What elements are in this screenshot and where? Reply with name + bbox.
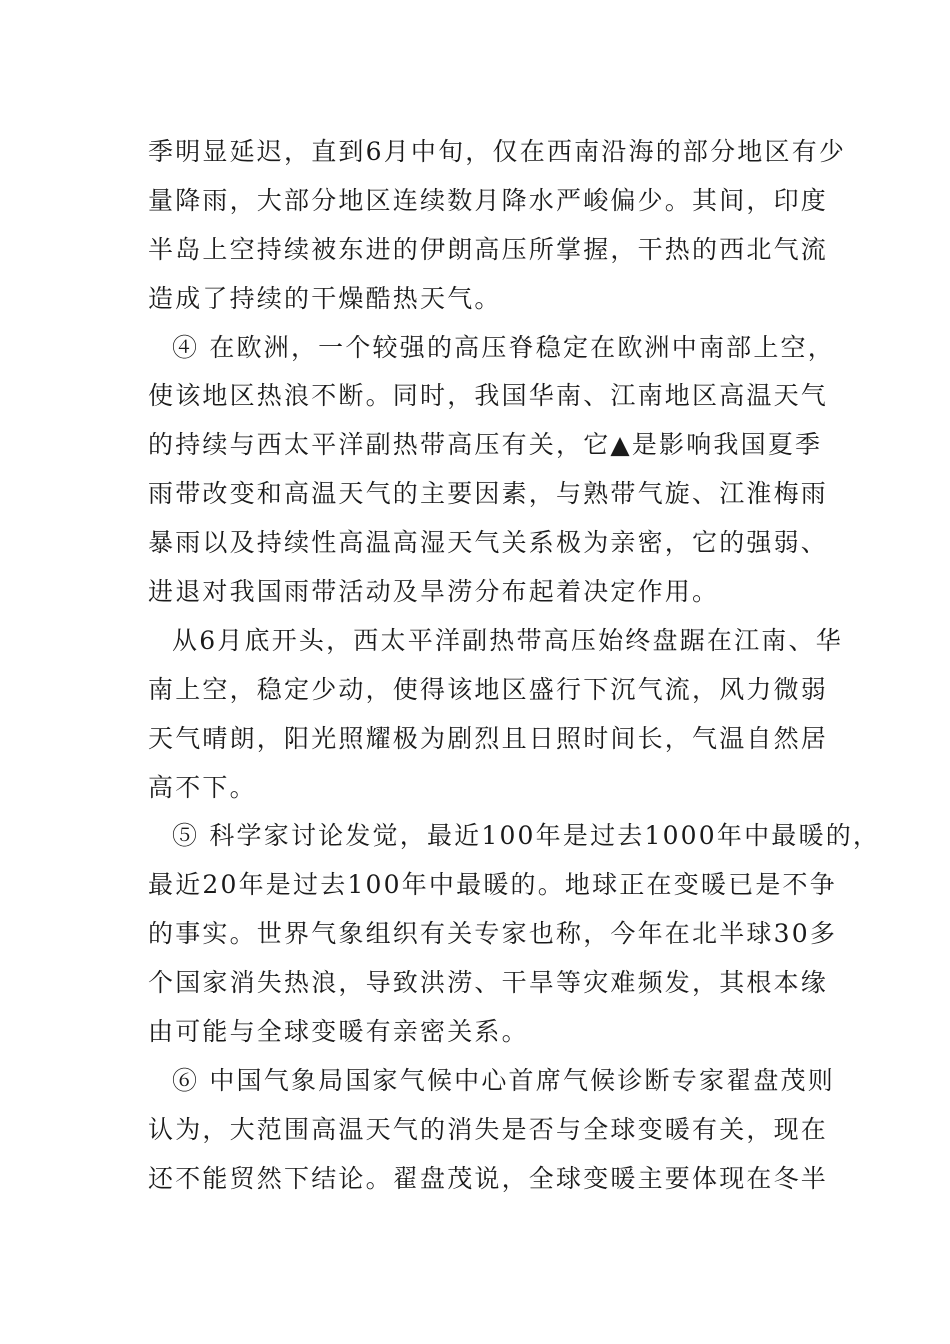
paragraph-start-line: ④ 在欧洲，一个较强的高压脊稳定在欧洲中南部上空， xyxy=(172,332,835,362)
text-line: 雨带改变和高温天气的主要因素，与熟带气旋、江淮梅雨 xyxy=(148,479,829,509)
text-line: 使该地区热浪不断。同时，我国华南、江南地区高温天气 xyxy=(148,381,829,411)
article-body xyxy=(148,128,881,1204)
paragraph-start-line: ⑥ 中国气象局国家气候中心首席气候诊断专家翟盘茂则 xyxy=(172,1065,835,1095)
text-line: 进退对我国雨带活动及旱涝分布起着决定作用。 xyxy=(148,577,720,607)
text-line: 季明显延迟，直到6月中旬，仅在西南沿海的部分地区有少 xyxy=(148,137,847,166)
text-line: 还不能贸然下结论。翟盘茂说，全球变暖主要体现在冬半 xyxy=(148,1163,829,1193)
text-line: 高不下。 xyxy=(148,772,257,802)
text-line: 量降雨，大部分地区连续数月降水严峻偏少。其间，印度 xyxy=(148,185,829,215)
text-line: 半岛上空持续被东进的伊朗高压所掌握，干热的西北气流 xyxy=(148,234,829,264)
text-line: 个国家消失热浪，导致洪涝、干旱等灾难频发，其根本缘 xyxy=(148,968,829,998)
paragraph-start-line: ⑤ 科学家讨论发觉，最近100年是过去1000年中最暖的， xyxy=(172,821,881,851)
text-line: 的事实。世界气象组织有关专家也称，今年在北半球30多 xyxy=(148,919,838,949)
text-line: 造成了持续的干燥酷热天气。 xyxy=(148,283,502,313)
text-line: 暴雨以及持续性高温高湿天气关系极为亲密，它的强弱、 xyxy=(148,528,829,558)
text-line: 认为，大范围高温天气的消失是否与全球变暖有关，现在 xyxy=(148,1114,829,1144)
paragraph-start-line: 从6月底开头，西太平洋副热带高压始终盘踞在江南、华 xyxy=(172,625,843,655)
text-line: 最近20年是过去100年中最暖的。地球正在变暖已是不争 xyxy=(148,870,837,900)
text-line: 天气晴朗，阳光照耀极为剧烈且日照时间长，气温自然居 xyxy=(148,723,829,753)
text-line: 南上空，稳定少动，使得该地区盛行下沉气流，风力微弱 xyxy=(148,674,829,704)
text-line: 由可能与全球变暖有亲密关系。 xyxy=(148,1017,529,1047)
text-line: 的持续与西太平洋副热带高压有关，它▲是影响我国夏季 xyxy=(148,430,823,460)
